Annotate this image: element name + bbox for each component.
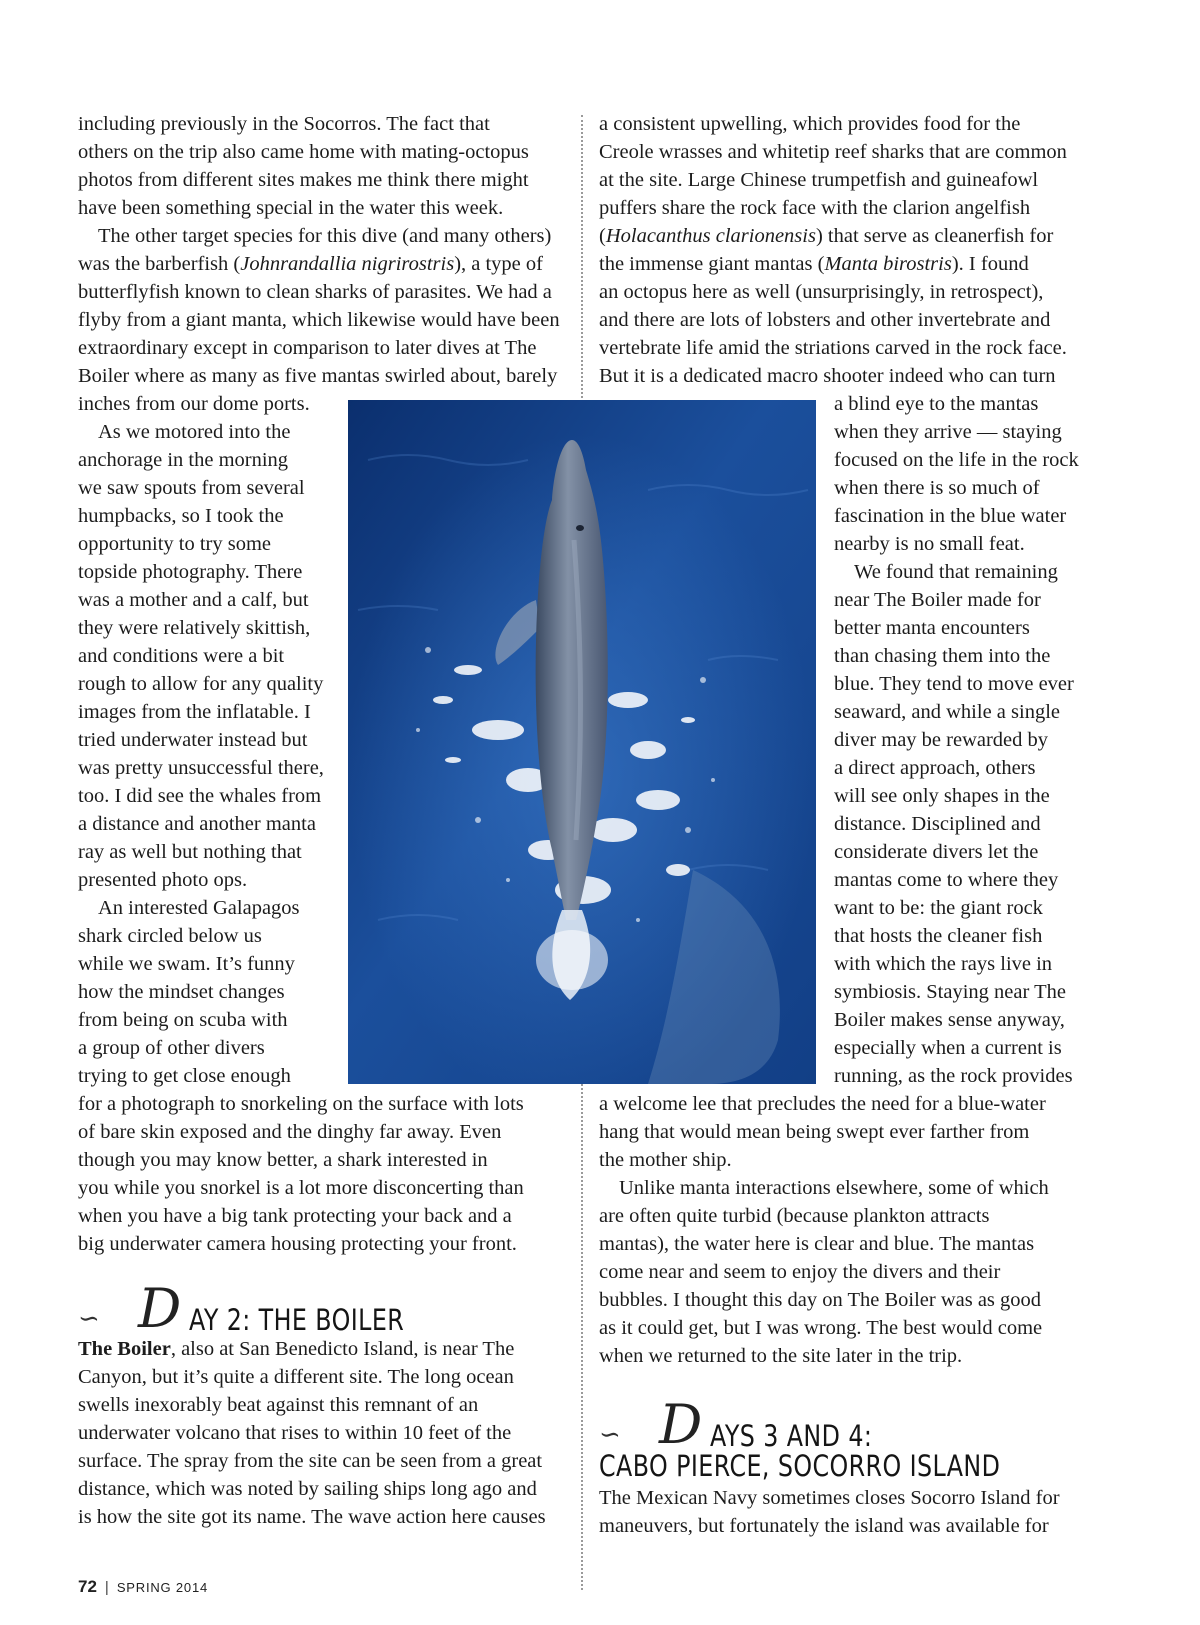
text-line: Boiler makes sense anyway,	[834, 1009, 1065, 1031]
text-line: images from the inflatable. I	[78, 701, 311, 723]
text-line: Creole wrasses and whitetip reef sharks that are common	[599, 141, 1067, 163]
section-heading-days-3-4	[599, 1393, 1079, 1483]
text-line: mantas), the water here is clear and blue. The mantas	[599, 1233, 1035, 1255]
text-line: a consistent upwelling, which provides food for the	[599, 113, 1021, 135]
text-line: diver may be rewarded by	[834, 729, 1049, 751]
text-line: rough to allow for any quality	[78, 673, 324, 695]
text-line: surface. The spray from the site can be seen from a great	[78, 1450, 543, 1472]
text-line: Boiler where as many as five mantas swirled about, barely	[78, 365, 558, 387]
text-line: a distance and another manta	[78, 813, 316, 835]
text-line: they were relatively skittish,	[78, 617, 311, 639]
text-line: photos from different sites makes me think there might	[78, 169, 529, 191]
text-line: when you have a big tank protecting your back and a	[78, 1205, 512, 1227]
text-line: nearby is no small feat.	[834, 533, 1025, 555]
site-name-bold: The Boiler	[78, 1338, 171, 1360]
decorative-initial: D	[659, 1393, 703, 1456]
text-line: symbiosis. Staying near The	[834, 981, 1066, 1003]
text-line: butterflyfish known to clean sharks of parasites. We had a	[78, 281, 552, 303]
text-line: you while you snorkel is a lot more disconcerting than	[78, 1177, 524, 1199]
text-line: The other target species for this dive (and many others)	[98, 225, 552, 247]
text-line: and conditions were a bit	[78, 645, 285, 667]
text-line: that hosts the cleaner fish	[834, 925, 1043, 947]
text-line: a blind eye to the mantas	[834, 393, 1039, 415]
text-line: fascination in the blue water	[834, 505, 1067, 527]
text-line: from being on scuba with	[78, 1009, 288, 1031]
text-line-species: was the barberfish (Johnrandallia nigrirostris), a type of	[78, 253, 543, 275]
text-line: swells inexorably beat against this remnant of an	[78, 1394, 479, 1416]
decorative-initial: D	[138, 1277, 182, 1340]
text-line: with which the rays live in	[834, 953, 1053, 975]
text-line: including previously in the Socorros. The fact that	[78, 113, 490, 135]
text-line: running, as the rock provides	[834, 1065, 1073, 1087]
text-line: tried underwater instead but	[78, 729, 308, 751]
text-line: a direct approach, others	[834, 757, 1036, 779]
text-line: flyby from a giant manta, which likewise would have been	[78, 309, 560, 331]
text-line: topside photography. There	[78, 561, 303, 583]
text-line: puffers share the rock face with the clarion angelfish	[599, 197, 1031, 219]
text-line: inches from our dome ports.	[78, 393, 310, 415]
text-line: trying to get close enough	[78, 1065, 291, 1087]
text-line: near The Boiler made for	[834, 589, 1041, 611]
species-name: Holacanthus clarionensis	[605, 225, 816, 247]
text-line: we saw spouts from several	[78, 477, 305, 499]
text-line: As we motored into the	[98, 421, 291, 443]
text-line: Canyon, but it’s quite a different site. The long ocean	[78, 1366, 514, 1388]
text-line: though you may know better, a shark interested in	[78, 1149, 488, 1171]
text-line: when we returned to the site later in the trip.	[599, 1345, 963, 1367]
text-line: underwater volcano that rises to within 10 feet of the	[78, 1422, 512, 1444]
text-line: are often quite turbid (because plankton attracts	[599, 1205, 990, 1227]
text-line: An interested Galapagos	[98, 897, 300, 919]
text-line: while we swam. It’s funny	[78, 953, 295, 975]
text-line: But it is a dedicated macro shooter indeed who can turn	[599, 365, 1056, 387]
species-name: Manta birostris	[824, 253, 952, 275]
text-line: come near and seem to enjoy the divers and their	[599, 1261, 1001, 1283]
section-heading-text: AY 2: THE BOILER	[189, 1303, 405, 1337]
text-line: when there is so much of	[834, 477, 1040, 499]
text-line: anchorage in the morning	[78, 449, 289, 471]
text-line: distance, which was noted by sailing ships long ago and	[78, 1478, 537, 1500]
text-line: when they arrive — staying	[834, 421, 1062, 443]
text-line-species: (Holacanthus clarionensis) that serve as cleanerfish for	[599, 225, 1054, 247]
text-line: shark circled below us	[78, 925, 262, 947]
text-line: The Mexican Navy sometimes closes Socorro Island for	[599, 1487, 1060, 1509]
text-line: and there are lots of lobsters and other invertebrate and	[599, 309, 1051, 331]
text-line: is how the site got its name. The wave action here causes	[78, 1506, 546, 1528]
text-line: ray as well but nothing that	[78, 841, 302, 863]
text-line: opportunity to try some	[78, 533, 272, 555]
text-line: than chasing them into the	[834, 645, 1051, 667]
text-line: hang that would mean being swept ever farther from	[599, 1121, 1030, 1143]
text-line: vertebrate life amid the striations carved in the rock face.	[599, 337, 1067, 359]
dolphin-photo	[348, 400, 816, 1084]
page-footer	[78, 1577, 208, 1597]
text-line: humpbacks, so I took the	[78, 505, 284, 527]
text-line: how the mindset changes	[78, 981, 285, 1003]
page-number: 72	[78, 1577, 97, 1596]
text-line: focused on the life in the rock	[834, 449, 1079, 471]
text-line: was a mother and a calf, but	[78, 589, 309, 611]
text-line: better manta encounters	[834, 617, 1030, 639]
text-line: for a photograph to snorkeling on the surface with lots	[78, 1093, 524, 1115]
text-line: We found that remaining	[854, 561, 1058, 583]
text-line: distance. Disciplined and	[834, 813, 1041, 835]
text-line: have been something special in the water this week.	[78, 197, 504, 219]
text-line: big underwater camera housing protecting your front.	[78, 1233, 517, 1255]
text-line: a welcome lee that precludes the need for a blue-water	[599, 1093, 1046, 1115]
text-line: of bare skin exposed and the dinghy far away. Even	[78, 1121, 502, 1143]
text-line: seaward, and while a single	[834, 701, 1060, 723]
text-line: an octopus here as well (unsurprisingly, in retrospect),	[599, 281, 1044, 303]
text-line: will see only shapes in the	[834, 785, 1050, 807]
text-line: the mother ship.	[599, 1149, 732, 1171]
text-line: maneuvers, but fortunately the island was available for	[599, 1515, 1049, 1537]
footer-separator: |	[104, 1579, 109, 1596]
swirl-ornament-icon: ∽	[599, 1420, 621, 1450]
text-line: especially when a current is	[834, 1037, 1062, 1059]
section-heading-text: AYS 3 AND 4:	[710, 1419, 873, 1453]
species-name: Johnrandallia nigrirostris	[240, 253, 455, 275]
text-line: was pretty unsuccessful there,	[78, 757, 324, 779]
text-line: The Boiler, also at San Benedicto Island, is near The	[78, 1338, 515, 1360]
text-line: at the site. Large Chinese trumpetfish and guineafowl	[599, 169, 1039, 191]
text-line-species: the immense giant mantas (Manta birostris). I found	[599, 253, 1029, 275]
text-line: mantas come to where they	[834, 869, 1059, 891]
section-heading-subtext: CABO PIERCE, SOCORRO ISLAND	[599, 1449, 1001, 1483]
text-line: others on the trip also came home with mating-octopus	[78, 141, 529, 163]
text-line: considerate divers let the	[834, 841, 1039, 863]
text-line: bubbles. I thought this day on The Boiler was as good	[599, 1289, 1042, 1311]
text-line: Unlike manta interactions elsewhere, some of which	[619, 1177, 1049, 1199]
swirl-ornament-icon: ∽	[78, 1304, 100, 1334]
text-line: want to be: the giant rock	[834, 897, 1043, 919]
text-line: as it could get, but I was wrong. The best would come	[599, 1317, 1043, 1339]
text-line: too. I did see the whales from	[78, 785, 322, 807]
text-line: extraordinary except in comparison to later dives at The	[78, 337, 537, 359]
text-line: blue. They tend to move ever	[834, 673, 1074, 695]
text-line: presented photo ops.	[78, 869, 248, 891]
text-line: a group of other divers	[78, 1037, 265, 1059]
issue-label: SPRING 2014	[116, 1580, 209, 1595]
